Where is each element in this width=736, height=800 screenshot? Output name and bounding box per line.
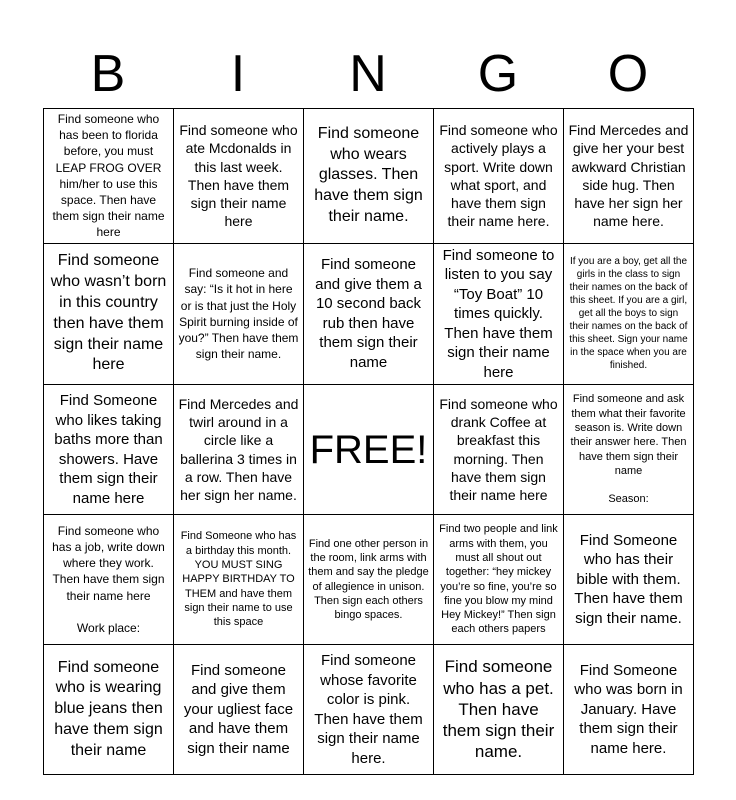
bingo-cell: Find someone whose favorite color is pink. Then have them sign their name here. [304,645,434,775]
bingo-cell: Find Mercedes and twirl around in a circle like a ballerina 3 times in a row. Then have her sign her name. [174,385,304,515]
grid-row [44,645,694,775]
bingo-grid [43,108,694,775]
header-letter-g: G [477,45,519,103]
bingo-cell: Find someone who drank Coffee at breakfast this morning. Then have them sign their name here [434,385,564,515]
header-letter-n: N [349,45,387,103]
bingo-cell: Find someone who actively plays a sport. Write down what sport, and have them sign their name here. [434,109,564,244]
bingo-cell: Find someone and give them your ugliest face and have them sign their name [174,645,304,775]
bingo-cell: Find Mercedes and give her your best awkward Christian side hug. Then have her sign her name here. [564,109,694,244]
bingo-cell: Find someone who has a pet. Then have them sign their name. [434,645,564,775]
bingo-cell: Find Someone who has their bible with them. Then have them sign their name. [564,515,694,645]
bingo-cell: Find someone and say: “Is it hot in here or is that just the Holy Spirit burning inside of you?” Then have them sign their name. [174,243,304,385]
bingo-cell: Find someone who wasn’t born in this country then have them sign their name here [44,243,174,385]
bingo-cell: Find someone who ate Mcdonalds in this last week. Then have them sign their name here [174,109,304,244]
bingo-cell: Find someone to listen to you say “Toy Boat” 10 times quickly. Then have them sign their name here [434,243,564,385]
bingo-cell: Find someone who has been to florida before, you must LEAP FROG OVER him/her to use this space. Then have them sign their name here [44,109,174,244]
bingo-cell: Find Someone who likes taking baths more than showers. Have them sign their name here [44,385,174,515]
bingo-header [43,40,693,108]
grid-row [44,243,694,385]
grid-row [44,515,694,645]
grid-row [44,109,694,244]
bingo-cell: Find two people and link arms with them, you must all shout out together: “hey mickey you’re so fine, you’re so fine you blow my mind Hey Mickey!” Then sign each others papers [434,515,564,645]
bingo-cell: Find someone who is wearing blue jeans then have them sign their name [44,645,174,775]
bingo-cell: Find someone who wears glasses. Then have them sign their name. [304,109,434,244]
bingo-cell: If you are a boy, get all the girls in the class to sign their names on the back of this sheet. If you are a girl, get all the boys to sign their names on the back of this sheet. Sign your name in the space when you are finished. [564,243,694,385]
bingo-cell: Find Someone who was born in January. Have them sign their name here. [564,645,694,775]
bingo-cell: Find someone and give them a 10 second back rub then have them sign their name [304,243,434,385]
free-space: FREE! [304,385,434,515]
bingo-cell: Find someone who has a job, write down where they work. Then have them sign their name here Work place: [44,515,174,645]
header-letter-o: O [607,45,649,103]
header-letter-i: I [230,45,246,103]
grid-row [44,385,694,515]
header-letter-b: B [90,45,126,103]
bingo-cell: Find Someone who has a birthday this month. YOU MUST SING HAPPY BIRTHDAY TO THEM and have them sign their name to use this space [174,515,304,645]
bingo-cell: Find someone and ask them what their favorite season is. Write down their answer here. Then have them sign their name Season: [564,385,694,515]
bingo-cell: Find one other person in the room, link arms with them and say the pledge of allegience in unison. Then sign each others bingo spaces. [304,515,434,645]
